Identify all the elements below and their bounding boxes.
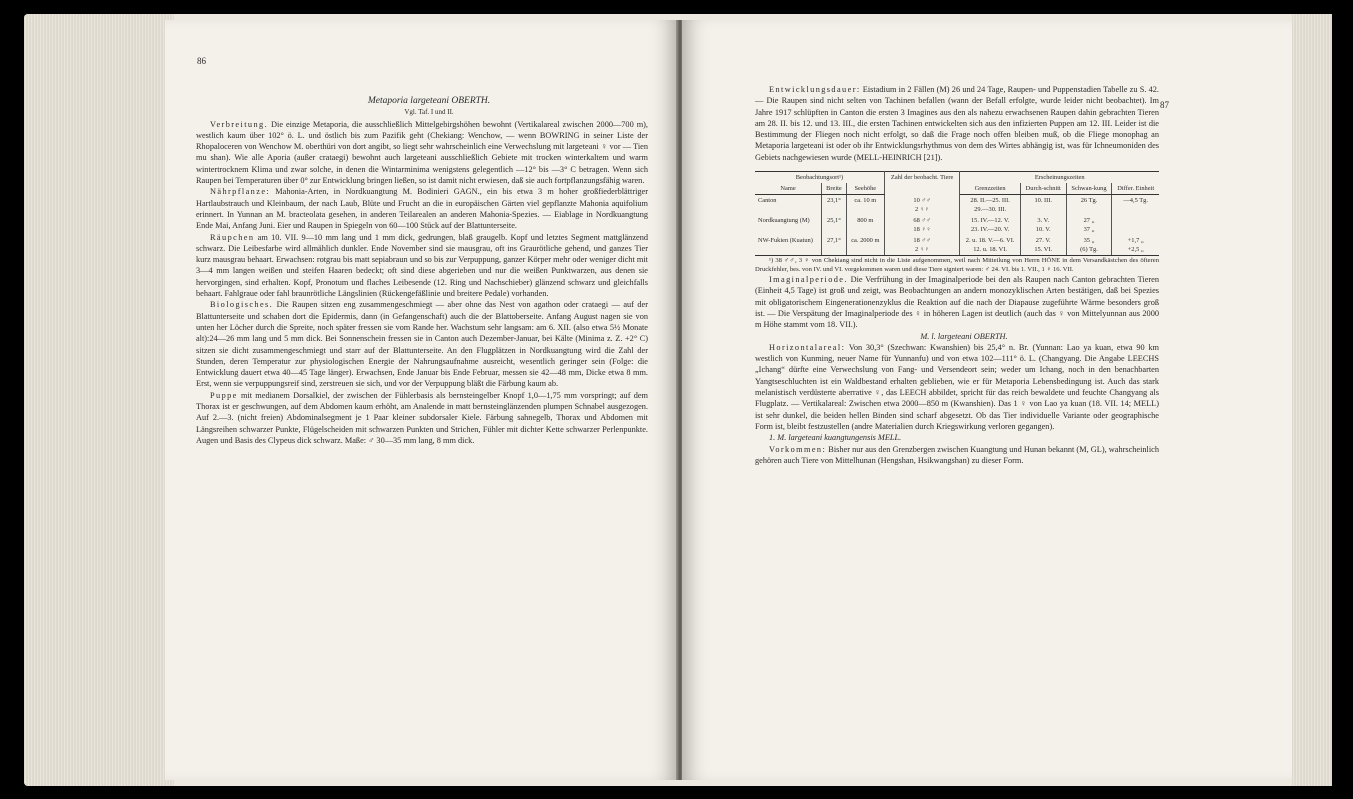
table-header-latitude: Breite: [822, 183, 847, 195]
table-group-header-times: Erscheinungszeiten: [960, 172, 1159, 184]
left-page-number: 86: [197, 56, 206, 66]
paragraph-entwicklungsdauer: Entwicklungsdauer: Eistadium in 2 Fällen (M) 26 und 24 Tage, Raupen- und Puppenstadien Tabelle zu S. 42. — Die Raupen sind nicht selten von Tachinen befallen (wann der Befall erfolgte, wurde leider nicht beobachtet). Im Jahre 1917 schlüpften in Canton die ersten 3 Imagines aus den als nahezu erwachsenen Raupen dahin gebrachten Tieren am 28. II. bis 12. und 13. III., die ersten Tachinen entwickelten sich aus den infizierten Puppen am 12. III. Leider ist die Bestimmung der Fliegen noch nicht erfolgt, so daß die Frage noch offen bleiben muß, ob die Fliege monophag an Metaporia largeteani ist oder ob ihr Entwicklungsrhythmus von dem des Wirtes abhängig ist, was für Ichneumoniden des Gebiets nachgewiesen wurde (MELL-HEINRICH [21]).: [755, 85, 1159, 162]
right-page-number: 87: [1160, 100, 1169, 110]
table-header-altitude: Seehöhe: [846, 183, 884, 195]
right-page-text: [755, 84, 1159, 466]
plate-reference: Vgl. Taf. I und II.: [404, 108, 454, 117]
table-group-header-location: Beobachtungsort¹): [755, 172, 884, 184]
paragraph-verbreitung: Verbreitung. Die einzige Metaporia, die ausschließlich Mittelgebirgshöhen bewohnt (Vertikalareal zwischen 2000—700 m), westlich kaum über 102° ö. L. und östlich bis zum Pazifik geht (Chekiang: Wenchow, — wenn BOWRING in seiner Liste der Rhopaloceren von Wenchow M. oberthüri von dort angibt, so liegt sehr wahrscheinlich eine Verwechslung mit largeteani ♀ vor — Tien mu shan). Wie alle Aporia (außer crataegi) bewohnt auch largeteani ausschließlich Gebiete mit trocken winterkaltem und warm wintertrocknem Klima und zwar solche, in denen die Wintarminima wenigstens gelegentlich —12° bis —3° C betragen. Wenn sich Raupen bei Temperaturen über 0° zur Entwicklung bringen ließen, so ist damit nicht erwiesen, daß sie auch fortpflanzungsfähig waren.: [196, 119, 648, 186]
paragraph-horizontalareal: Horizontalareal: Von 30,3° (Szechwan: Kwanshien) bis 25,4° n. Br. (Yunnan: Lao ya kuan, etwa 90 km westlich von Kunming, neuer Name für Yunnanfu) und von etwa 102—111° ö. L. (Changyang. Die Angabe LEECHS „Ichang“ dürfte eine Verwechslung von Fang- und Versendeort sein; weder um Ichang, noch in den benachbarten Yangtseschluchten ist ein Waldbestand erhalten geblieben, wie er für Metaporia Lebensbedingung ist. Auch das stark melanistisch verdüsterte aberrative ♀, das LEECH abbildet, spricht für das reich bewaldete und feuchte Changyang als Flugplatz. — Vertikalareal: Zwischen etwa 2000—850 m (Kwanshien). Das 1 ♀ von Lao ya kuan (18. VII. 14; MELL) ist sehr dunkel, die beiden hellen Binden sind scharf abgesetzt. Ob das Tier individuelle Variante oder geographische Form ist, bleibt festzustellen (andre Materialien durch Kriegswirkung verloren gegangen).: [755, 342, 1159, 431]
paragraph-naehrpflanze: Nährpflanze: Mahonia-Arten, in Nordkuangtung M. Bodinieri GAGN., ein bis etwa 3 m hoher großfiederblättriger Hartlaubstrauch und Kleinbaum, der nach Laub, Blüte und Frucht an die in europäischen Gärten viel gepflanzte Mahonia aquifolium erinnert. In Yunnan an M. bracteolata gesehen, in anderen Teilarealen an anderen Mahonia-Spezies. — Eiablage in Nordkuangtung Ende Mai, Anfang Juni. Eier und Raupen in Spiegeln von 60—100 Stück auf der Blattunterseite.: [196, 187, 648, 231]
page-stack-right: [1292, 14, 1332, 786]
paragraph-raeupchen: Räupchen am 10. VII. 9—10 mm lang und 1 mm dick, gedrungen, blaß graugelb. Kopf und letztes Segment mattglänzend schwarz. Die Leibesfarbe wird allmählich dunkler. Ende November sind sie mausgrau, oft ins Graurötliche gehend, und ganzes Tier kurz mausgrau behaart. Erwachsen: rotgrau bis matt sepiabraun und so bis zur Verpuppung, ganzer Körper mehr oder weniger dicht mit 3—4 mm langen weißen und steifen Haaren bedeckt; oft sind diese abgerieben und nur die weißen Punktwarzen, aus denen sie hervorgingen, sind erhalten. Kopf, Pronotum und flaches Leibesende (12. Ring und Nachschieber) glänzend schwarz und gleichfalls behaart. Fahlgraue oder fahl braunrötliche Längslinien (Rückengefäßlinie und breitere Pedale) vorhanden.: [196, 232, 648, 299]
paragraph-imaginalperiode: Imaginalperiode. Die Verfrühung in der Imaginalperiode bei den als Raupen nach Canton gebrachten Tieren (Einheit 4,5 Tage) ist groß und zeigt, was Beobachtungen an andern monozyklischen Arten bestätigen, daß bei Spezies mit obligatorischem Eingenerationenzyklus die Reaktion auf die nach der Diapause zugeführte Wärme besonders groß ist. — Die Verspätung der Imaginalperiode des ♀ in höheren Lagen ist deutlich (auch das ♀ von Mittelyunnan aus 2000 m Höhe stammt vom 18. VII.).: [755, 275, 1159, 330]
subspecies-heading-2: 1. M. largeteani kuangtungensis MELL.: [769, 433, 902, 443]
table-row: Nordkuangtung (M) 25,1° 800 m 68 ♂♂ 18 ♀♀ 15. IV.—12. V. 23. IV.—20. V. 3. V. 10. V. 27 „ 37 „: [755, 215, 1159, 235]
table-header-variation: Schwan-kung: [1066, 183, 1112, 195]
table-footnote: ¹) 38 ♂♂, 3 ♀ von Chekiang sind nicht in die Liste aufgenommen, weil nach Mitteilung von Herrn HÖNE in dem Versandkästchen des öfteren Druckfehler, bes. von IV. und VI. vorgekommen waren und diese Tiere signiert waren: ♂ 24. VI. bis 1. VII., 1 ♀ 16. VII.: [755, 257, 1159, 274]
table-header-count: Zahl der beobacht. Tiere: [884, 172, 959, 195]
paragraph-vorkommen: Vorkommen: Bisher nur aus den Grenzbergen zwischen Kuangtung und Hunan bekannt (M, GL), wahrscheinlich gehören auch Tiere von Mittelhunan (Hengshan, Hsikwangshan) zu dieser Form.: [755, 444, 1159, 465]
page-stack-left: [24, 14, 174, 786]
paragraph-biologisches: Biologisches. Die Raupen sitzen eng zusammengeschmiegt — aber ohne das Nest von agathon oder crataegi — auf der Blattunterseite und schaben dort die Epidermis, dann (in Gefangenschaft) auch die der Blattoberseite. Anfang August nagen sie von unten her Löcher durch die Spreite, noch später fressen sie vom Rande her. Wachstum sehr langsam: am 6. XII. (also etwa 5½ Monate alt):24—26 mm lang und 5 mm dick. Bei Sonnenschein fressen sie in Canton auch Dezember-Januar, bei Kälte (Minima z. Z. +2° C) sitzen sie dicht zusammengeschmiegt und starr auf der Blattunterseite. An den Flugplätzen in Nordkuangtung wird die Zahl der Stunden, deren Temperatur zur physiologischen Energie der Nahrungsaufnahme ausreicht, wesentlich geringer sein (Folge: die Entwicklung dauert etwa 40—45 Tage länger). Erwachsen, Ende Januar bis Ende Februar, messen sie 42—48 mm, Dicke etwa 8 mm. Erst, wenn sie verpuppungsreif sind, zerstreuen sie sich, und vor der Verpuppung bläßt die Färbung kaum ab.: [196, 300, 648, 389]
table-row: Canton 23,1° ca. 10 m 10 ♂♂ 2 ♀♀ 28. II.—25. III. 29.—30. III. 10. III. 26 Tg. —4,5 Tg.: [755, 195, 1159, 216]
table-header-average: Durch-schnitt: [1020, 183, 1066, 195]
left-page-text: [196, 96, 648, 446]
table-header-difference: Differ. Einheit: [1112, 183, 1159, 195]
subspecies-heading: M. l. largeteani OBERTH.: [920, 331, 1008, 341]
table-row: NW-Fukien (Kuatun) 27,1° ca. 2000 m 18 ♂♂ 2 ♀♀ 2. u. 18. V.—6. VI. 12. u. 18. VI. 27. V. 15. VI. 35 „ (6) Tg. +1,7 „ +2,5 „: [755, 235, 1159, 256]
paragraph-puppe: Puppe mit medianem Dorsalkiel, der zwischen der Fühlerbasis als bernsteingelber Knopf 1,0—1,75 mm vorspringt; auf dem Thorax ist er geschwungen, auf dem Abdomen kaum erhöht, am Analende in matt bernsteinglänzenden plumpen Schnabel ausgezogen. Auf 2.—3. (nicht freien) Abdominalsegment je 1 Paar kleiner subdorsaler Kiele. Färbung sahnegelb, Thorax und Abdomen mit Längsreihen schwarzer Punkte, Flügelscheiden mit schwarzen Punkten und Strichen, Fühler mit dichter Kette schwarzer Perlenpunkte. Augen und Basis des Clypeus dick schwarz. Maße: ♂ 30—35 mm lang, 8 mm dick.: [196, 390, 648, 445]
table-header-limit-times: Grenzzeiten: [960, 183, 1020, 195]
species-title: Metaporia largeteani OBERTH.: [367, 96, 491, 106]
table-header-name: Name: [755, 183, 822, 195]
observation-table: [755, 171, 1159, 256]
